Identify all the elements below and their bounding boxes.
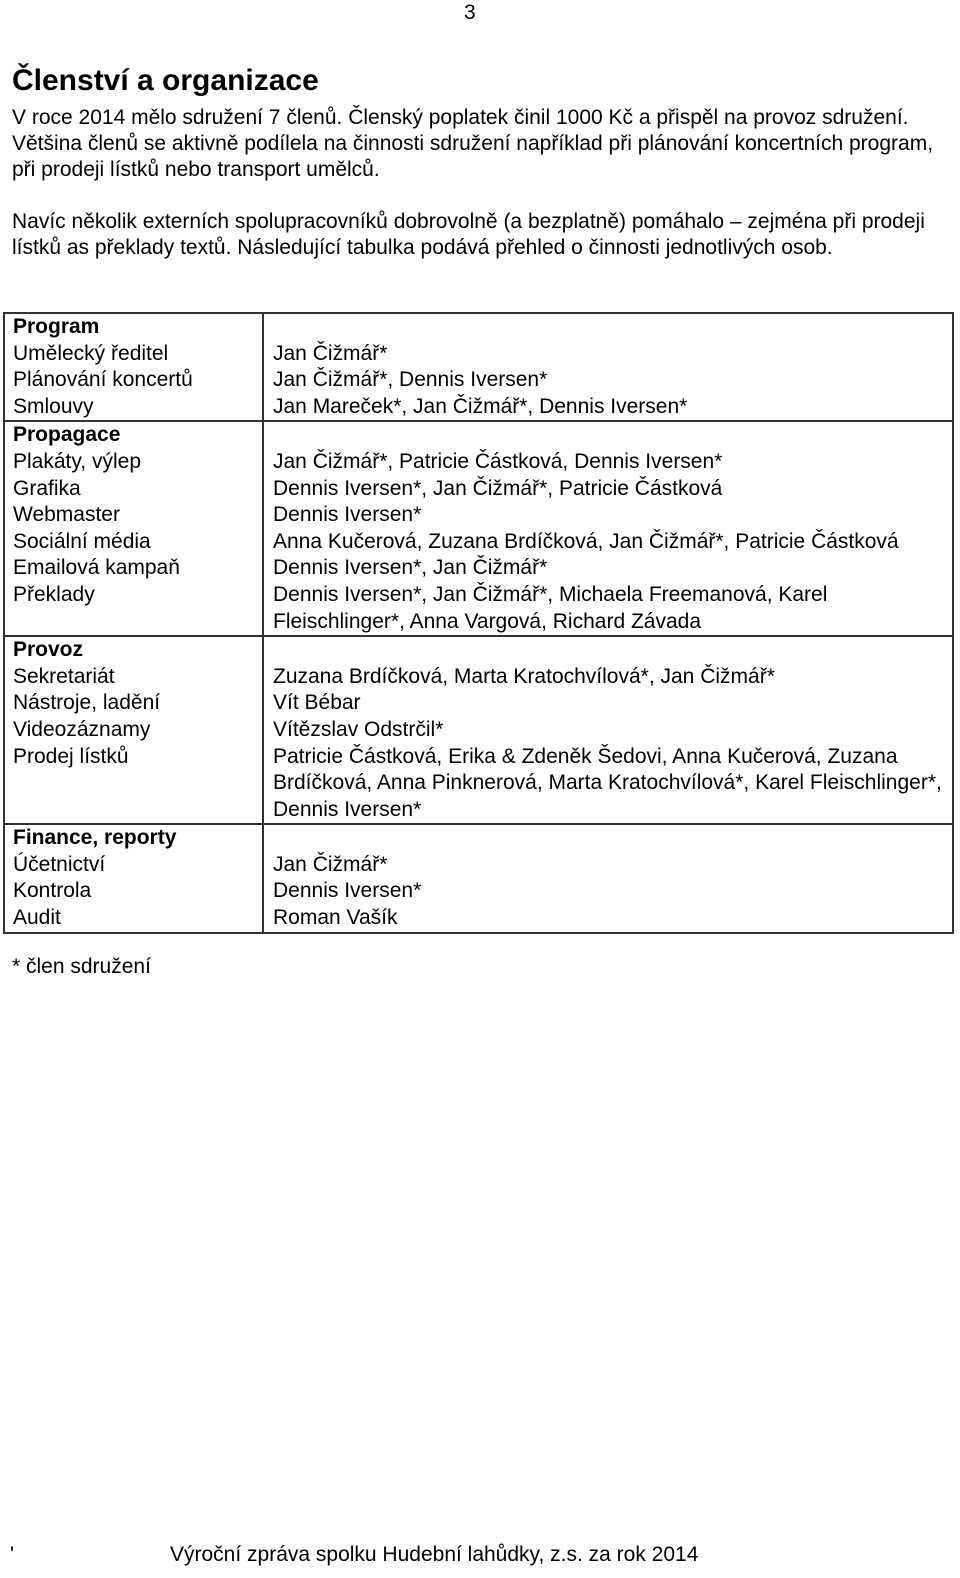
roles-cell: [4, 313, 263, 421]
people-cell: [263, 824, 953, 932]
page-number: 3: [464, 1, 476, 24]
people-list: Jan Čižmář*: [273, 341, 388, 365]
intro-paragraph: V roce 2014 mělo sdružení 7 členů. Členský poplatek činil 1000 Kč a přispěl na provoz sdružení. Většina členů se aktivně podílela na činnosti sdružení například při plánování koncertních program, při prodeji lístků nebo transport umělců.: [12, 106, 934, 181]
role-label: Grafika: [13, 476, 81, 500]
role-label: Umělecký ředitel: [13, 341, 169, 365]
people-list: Roman Vašík: [273, 906, 398, 930]
role-label: Plakáty, výlep: [13, 449, 141, 473]
footer-mark: ': [10, 1543, 15, 1566]
people-list: Jan Čižmář*: [273, 852, 388, 876]
volunteers-paragraph: Navíc několik externích spolupracovníků dobrovolně (a bezplatně) pomáhalo – zejména při prodeji lístků as překlady textů. Následující tabulka podává přehled o činnosti jednotlivých osob.: [12, 210, 925, 259]
role-label: Prodej lístků: [13, 744, 129, 768]
spacer: [273, 314, 944, 341]
people-list: Dennis Iversen*: [273, 503, 422, 527]
roles-table: [3, 312, 954, 934]
people-list: Jan Mareček*, Jan Čižmář*, Dennis Iversen*: [273, 394, 688, 418]
role-label: Překlady: [13, 582, 95, 606]
role-label: Sekretariát: [13, 664, 115, 688]
people-list: Dennis Iversen*, Jan Čižmář*, Patricie Částková: [273, 476, 723, 500]
role-label: Emailová kampaň: [13, 556, 180, 580]
people-list: Dennis Iversen*, Jan Čižmář*: [273, 556, 548, 580]
people-list: Jan Čižmář*, Dennis Iversen*: [273, 368, 548, 392]
roles-cell: [4, 636, 263, 824]
role-label: Kontrola: [13, 879, 92, 903]
roles-cell: [4, 824, 263, 932]
people-list: Zuzana Brdíčková, Marta Kratochvílová*, Jan Čižmář*: [273, 664, 775, 688]
people-list: Vítězslav Odstrčil*: [273, 717, 444, 741]
footnote: * člen sdružení: [12, 955, 151, 978]
people-list: Patricie Částková, Erika & Zdeněk Šedovi, Anna Kučerová, Zuzana Brdíčková, Anna Pinknerová, Marta Kratochvílová*, Karel Fleischlinger*, Dennis Iversen*: [273, 744, 942, 821]
people-cell: [263, 421, 953, 636]
people-list: Jan Čižmář*, Patricie Částková, Dennis Iversen*: [273, 449, 723, 473]
people-list: Anna Kučerová, Zuzana Brdíčková, Jan Čižmář*, Patricie Částková: [273, 529, 899, 553]
spacer: [273, 637, 944, 664]
role-label: Audit: [13, 906, 61, 930]
table-row: [4, 636, 953, 824]
section-label: Provoz: [13, 638, 84, 662]
role-label: Plánování koncertů: [13, 368, 193, 392]
roles-cell: [4, 421, 263, 636]
people-list: Dennis Iversen*: [273, 879, 422, 903]
role-label: Sociální média: [13, 529, 151, 553]
spacer: [273, 422, 944, 449]
section-label: Program: [13, 315, 100, 338]
table-row: [4, 421, 953, 636]
table-row: [4, 313, 953, 421]
people-cell: [263, 636, 953, 824]
page-title: Členství a organizace: [12, 64, 319, 97]
role-label: Webmaster: [13, 503, 120, 527]
role-label: Účetnictví: [13, 852, 106, 876]
section-label: Finance, reporty: [13, 826, 177, 850]
role-label: Smlouvy: [13, 394, 94, 418]
people-list: Dennis Iversen*, Jan Čižmář*, Michaela Freemanová, Karel Fleischlinger*, Anna Vargová, Richard Závada: [273, 582, 828, 633]
page-footer: Výroční zpráva spolku Hudební lahůdky, z.s. za rok 2014: [170, 1543, 699, 1566]
people-list: Vít Bébar: [273, 691, 361, 715]
role-label: Nástroje, ladění: [13, 691, 161, 715]
spacer: [273, 825, 944, 852]
table-row: [4, 824, 953, 932]
role-label: Videozáznamy: [13, 717, 151, 741]
people-cell: [263, 313, 953, 421]
section-label: Propagace: [13, 423, 121, 447]
